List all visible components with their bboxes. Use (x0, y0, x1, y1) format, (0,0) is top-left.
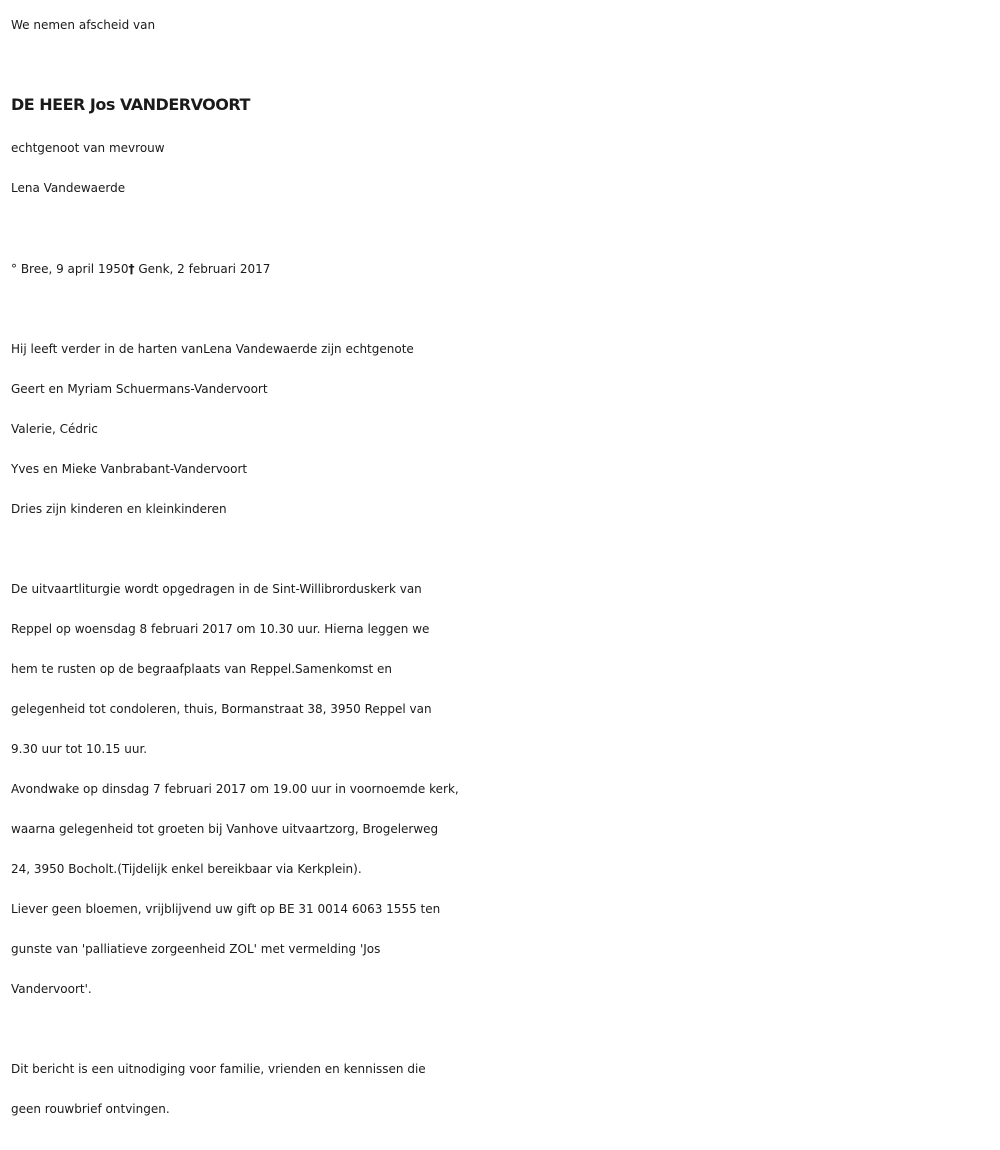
ceremony-line: waarna gelegenheid tot groeten bij Vanhove uitvaartzorg, Brogelerweg (11, 822, 439, 836)
spacer (11, 1009, 996, 1049)
ceremony-line: Vandervoort'. (11, 982, 92, 996)
ceremony-line: Avondwake op dinsdag 7 februari 2017 om 19.00 uur in voornoemde kerk, (11, 782, 459, 796)
cross-icon: † (128, 262, 135, 276)
family-list (11, 329, 996, 529)
deceased-name-title: DE HEER Jos VANDERVOORT (11, 95, 250, 114)
ceremony-details (11, 569, 996, 1009)
spouse-line-2: Lena Vandewaerde (11, 181, 126, 195)
spacer (11, 529, 996, 569)
ceremony-line: 9.30 uur tot 10.15 uur. (11, 742, 148, 756)
death-notice (11, 5, 996, 1129)
family-line: Dries zijn kinderen en kleinkinderen (11, 502, 227, 516)
ceremony-line: hem te rusten op de begraafplaats van Reppel.Samenkomst en (11, 662, 392, 676)
spacer (11, 289, 996, 329)
ceremony-line: gelegenheid tot condoleren, thuis, Bormanstraat 38, 3950 Reppel van (11, 702, 432, 716)
closing-line: geen rouwbrief ontvingen. (11, 1102, 170, 1116)
family-line: Hij leeft verder in de harten vanLena Vandewaerde zijn echtgenote (11, 342, 414, 356)
death-date: Genk, 2 februari 2017 (134, 262, 271, 276)
ceremony-line: gunste van 'palliatieve zorgeenheid ZOL' met vermelding 'Jos (11, 942, 381, 956)
intro-text: We nemen afscheid van (11, 18, 156, 32)
closing-line: Dit bericht is een uitnodiging voor familie, vrienden en kennissen die (11, 1062, 426, 1076)
ceremony-line: 24, 3950 Bocholt.(Tijdelijk enkel bereikbaar via Kerkplein). (11, 862, 362, 876)
family-line: Valerie, Cédric (11, 422, 98, 436)
family-line: Geert en Myriam Schuermans-Vandervoort (11, 382, 268, 396)
ceremony-line: Reppel op woensdag 8 februari 2017 om 10.30 uur. Hierna leggen we (11, 622, 430, 636)
birth-death-dates (11, 249, 996, 289)
family-line: Yves en Mieke Vanbrabant-Vandervoort (11, 462, 248, 476)
birth-date: ° Bree, 9 april 1950 (11, 262, 129, 276)
spouse-line-1: echtgenoot van mevrouw (11, 141, 165, 155)
ceremony-line: Liever geen bloemen, vrijblijvend uw gift op BE 31 0014 6063 1555 ten (11, 902, 441, 916)
ceremony-line: De uitvaartliturgie wordt opgedragen in de Sint-Willibrorduskerk van (11, 582, 422, 596)
closing-note (11, 1049, 996, 1129)
